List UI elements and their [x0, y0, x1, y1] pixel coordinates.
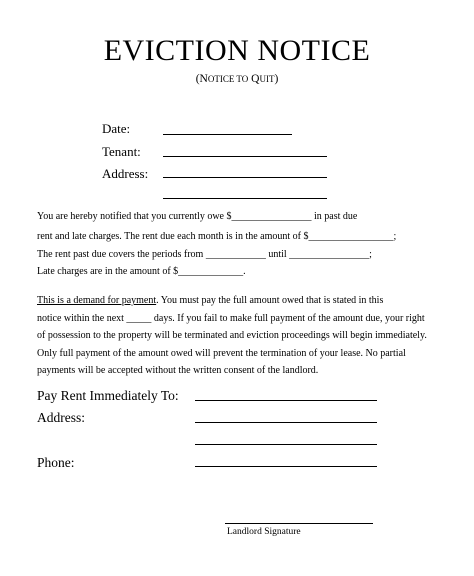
pay-address-line-1[interactable]	[195, 422, 377, 423]
demand-heading: This is a demand for payment	[37, 295, 157, 306]
phone-line[interactable]	[195, 466, 377, 467]
tenant-label: Tenant:	[102, 144, 141, 159]
demand-line-2: notice within the next _____ days. If you fail to make full payment of the amount due, your right	[37, 313, 425, 324]
signature-label: Landlord Signature	[227, 527, 301, 537]
tenant-line[interactable]	[163, 156, 327, 157]
address-label: Address:	[102, 166, 149, 181]
notice-line-periods: The rent past due covers the periods from ____________ until ________________;	[37, 249, 372, 260]
date-label: Date:	[102, 121, 131, 136]
address-line-2[interactable]	[163, 198, 327, 199]
page-title: EVICTION NOTICE	[103, 34, 371, 67]
demand-line-4: Only full payment of the amount owed will prevent the termination of your lease. No partial	[37, 348, 406, 359]
page-subtitle: (NOTICE TO QUIT)	[195, 73, 279, 85]
pay-address-label: Address:	[37, 410, 85, 425]
signature-line[interactable]	[225, 523, 373, 524]
demand-line-1: This is a demand for payment. You must pay the full amount owed that is stated in this	[37, 295, 384, 306]
notice-line-monthly-rent: rent and late charges. The rent due each month is in the amount of $_________________;	[37, 231, 397, 242]
date-line[interactable]	[163, 134, 292, 135]
pay-address-line-2[interactable]	[195, 444, 377, 445]
pay-to-line[interactable]	[195, 400, 377, 401]
notice-line-late-charges: Late charges are in the amount of $_____________.	[37, 266, 246, 277]
demand-line-3: of possession to the property will be terminated and eviction proceedings will begin immediately.	[37, 330, 427, 341]
pay-to-label: Pay Rent Immediately To:	[37, 388, 179, 403]
address-line-1[interactable]	[163, 177, 327, 178]
demand-line-5: payments will be accepted without the written consent of the landlord.	[37, 365, 319, 376]
notice-line-amount-owed: You are hereby notified that you currently owe $________________ in past due	[37, 211, 358, 222]
phone-label: Phone:	[37, 455, 75, 470]
